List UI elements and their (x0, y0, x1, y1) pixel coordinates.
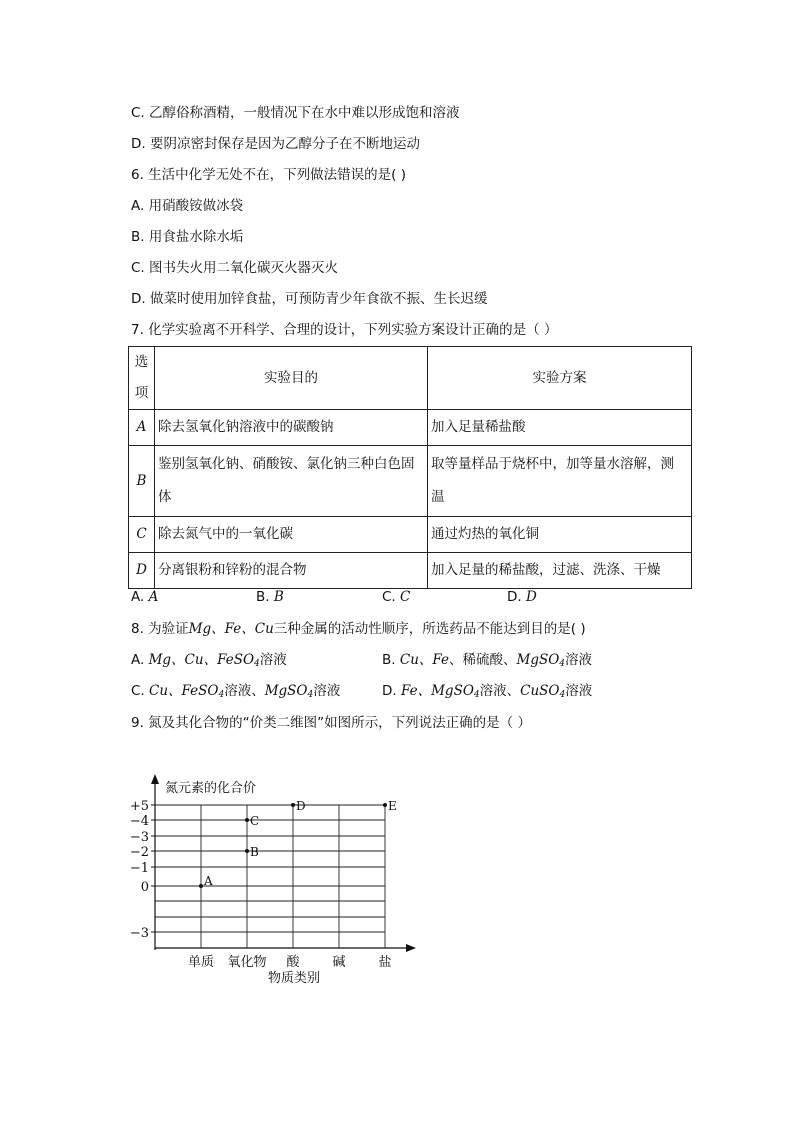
y-tick-label: −1 (129, 861, 149, 876)
row-plan (428, 446, 692, 517)
x-tick-label: 氧化物 (227, 955, 267, 970)
q7-option-b (256, 588, 284, 606)
subscript: 4 (559, 659, 566, 669)
option-letter: A (148, 589, 159, 605)
row-purpose (155, 446, 428, 517)
data-point-label: D (296, 799, 306, 813)
q8-option-c (131, 682, 340, 700)
y-tick-label: 0 (140, 880, 149, 895)
q9-stem: 9. 氮及其化合物的“价类二维图”如图所示，下列说法正确的是（ ） (131, 715, 531, 731)
data-point-label: C (250, 814, 260, 828)
option-text: 溶液、 (224, 683, 265, 699)
header-purpose: 实验目的 (155, 347, 428, 410)
option-prefix: A. (131, 652, 149, 668)
row-plan-line1: 取等量样品于烧杯中，加等量水溶解，测 (431, 456, 674, 472)
option-prefix: C. (382, 589, 401, 605)
data-point-label: A (204, 874, 213, 888)
option-suffix: 溶液 (313, 683, 341, 699)
option-prefix: D. (507, 589, 526, 605)
row-key: A (129, 410, 155, 446)
formula: Cu、Fe (399, 652, 450, 668)
row-purpose-line1: 鉴别氢氧化钠、硝酸铵、氯化钠三种白色固 (158, 456, 415, 472)
chart-points (199, 799, 397, 888)
q8-stem-post: 三种金属的活动性顺序，所选药品不能达到目的是( ) (273, 621, 586, 637)
table-row (129, 410, 692, 446)
option-suffix: 溶液 (565, 652, 593, 668)
data-point-label: B (250, 845, 259, 859)
q7-experiment-table (128, 346, 692, 589)
data-point-label: E (388, 799, 397, 813)
q8-stem (131, 620, 586, 638)
option-text: 溶液、 (479, 683, 521, 699)
header-option: 选项 (129, 347, 155, 410)
q8-option-d (382, 682, 592, 700)
option-letter: C (400, 589, 411, 605)
formula: MgSO (516, 652, 560, 668)
formula: Fe、MgSO (400, 683, 474, 699)
row-plan-line2: 温 (431, 489, 445, 505)
q8-option-a (131, 651, 287, 669)
row-purpose: 分离银粉和锌粉的混合物 (155, 553, 428, 589)
row-plan: 加入足量稀盐酸 (428, 410, 692, 446)
q8-stem-metals: Mg、Fe、Cu (188, 621, 274, 637)
q6-stem: 6. 生活中化学无处不在，下列做法错误的是( ) (131, 167, 406, 183)
q6-option-c: C. 图书失火用二氧化碳灭火器灭火 (131, 260, 339, 276)
x-tick-label: 酸 (286, 955, 300, 970)
y-axis-label: 氮元素的化合价 (165, 781, 257, 796)
q7-stem: 7. 化学实验离不开科学、合理的设计，下列实验方案设计正确的是（ ） (131, 322, 558, 338)
q6-option-b: B. 用食盐水除水垢 (131, 229, 244, 245)
formula: Cu、FeSO (149, 683, 219, 699)
option-prefix: D. (382, 683, 401, 699)
data-point (383, 803, 387, 807)
y-tick-label: −4 (129, 814, 149, 829)
option-prefix: C. (131, 683, 150, 699)
subscript: 4 (254, 659, 260, 669)
y-tick-label: +5 (129, 799, 149, 814)
y-tick-label: −3 (129, 926, 149, 941)
row-purpose-line2: 体 (158, 489, 172, 505)
q8-option-b (382, 651, 592, 669)
x-tick-label: 单质 (187, 955, 215, 970)
subscript: 4 (559, 690, 566, 700)
chart-grid (155, 805, 385, 948)
q5-option-c: C. 乙醇俗称酒精，一般情况下在水中难以形成饱和溶液 (131, 105, 460, 121)
option-prefix: A. (131, 589, 149, 605)
row-purpose: 除去氮气中的一氧化碳 (155, 517, 428, 553)
table-header-row (129, 347, 692, 410)
q6-option-a: A. 用硝酸铵做冰袋 (131, 198, 244, 214)
subscript: 4 (218, 690, 225, 700)
option-prefix: B. (256, 589, 274, 605)
y-axis-arrow (151, 774, 159, 784)
x-axis-label: 物质类别 (268, 971, 321, 986)
option-prefix: B. (382, 652, 400, 668)
formula: MgSO (264, 683, 308, 699)
x-tick-label: 碱 (332, 955, 346, 970)
option-letter: B (273, 589, 284, 605)
option-letter: D (525, 589, 537, 605)
subscript: 4 (473, 690, 480, 700)
q5-option-d: D. 要阴凉密封保存是因为乙醇分子在不断地运动 (131, 136, 420, 152)
y-tick-labels (130, 799, 155, 941)
data-point (291, 803, 295, 807)
subscript: 4 (307, 690, 314, 700)
x-tick-label: 盐 (378, 955, 392, 970)
table-row (129, 553, 692, 589)
x-tick-labels (188, 954, 392, 970)
formula: CuSO (520, 683, 560, 699)
x-axis-arrow (406, 944, 416, 952)
q6-option-d: D. 做菜时使用加锌食盐，可预防青少年食欲不振、生长迟缓 (131, 291, 488, 307)
q8-stem-pre: 8. 为验证 (131, 621, 189, 637)
data-point (245, 818, 249, 822)
q7-option-c (382, 588, 410, 606)
data-point (245, 849, 249, 853)
y-tick-label: −2 (129, 845, 149, 860)
y-tick-label: −3 (129, 830, 149, 845)
table-row (129, 446, 692, 517)
chart-axes (151, 774, 416, 952)
q7-option-d (507, 588, 537, 606)
data-point (199, 884, 203, 888)
row-key: D (129, 553, 155, 589)
q7-option-a (131, 588, 158, 606)
row-plan: 通过灼热的氧化铜 (428, 517, 692, 553)
option-suffix: 溶液 (565, 683, 593, 699)
row-key: C (129, 517, 155, 553)
option-suffix: 溶液 (259, 652, 287, 668)
row-key: B (129, 446, 155, 517)
table-row (129, 517, 692, 553)
valence-class-chart (120, 770, 430, 990)
formula: Mg、Cu、FeSO (148, 652, 255, 668)
option-text: 、稀硫酸、 (449, 652, 517, 668)
header-plan: 实验方案 (428, 347, 692, 410)
row-plan: 加入足量的稀盐酸，过滤、洗涤、干燥 (428, 553, 692, 589)
row-purpose: 除去氢氧化钠溶液中的碳酸钠 (155, 410, 428, 446)
